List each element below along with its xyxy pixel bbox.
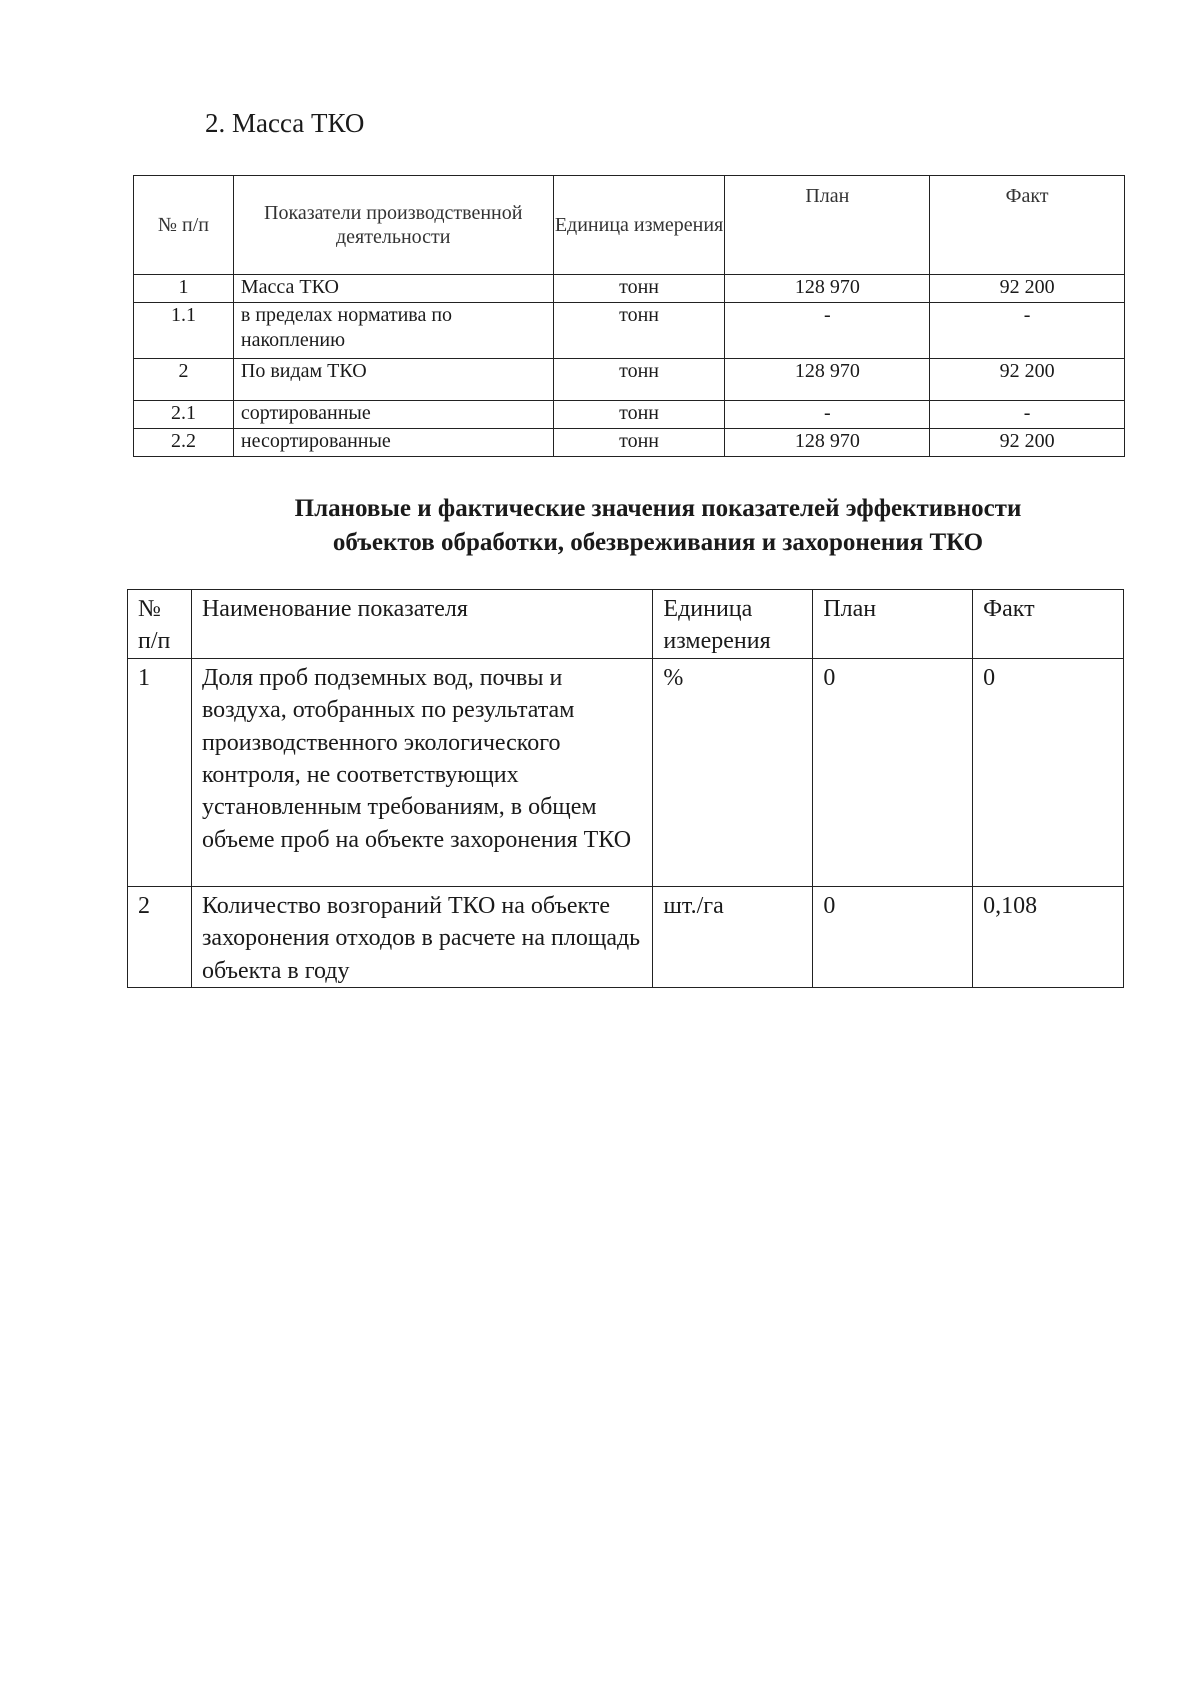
table-row xyxy=(134,303,1125,359)
row-plan: 128 970 xyxy=(725,359,930,401)
row-fact: 0 xyxy=(973,658,1124,886)
row-unit: % xyxy=(653,658,813,886)
header-unit: Единица измерения xyxy=(653,590,813,659)
row-num: 2.2 xyxy=(134,429,234,457)
row-unit: тонн xyxy=(553,303,725,359)
row-unit: тонн xyxy=(553,275,725,303)
row-unit: шт./га xyxy=(653,886,813,987)
row-unit: тонн xyxy=(553,359,725,401)
header-num: № п/п xyxy=(134,176,234,275)
table-header-row xyxy=(128,590,1124,659)
row-fact: 0,108 xyxy=(973,886,1124,987)
heading-line-1: Плановые и фактические значения показателей эффективности xyxy=(294,495,1022,522)
row-plan: 128 970 xyxy=(725,275,930,303)
row-num: 1 xyxy=(134,275,234,303)
table-row xyxy=(134,275,1125,303)
row-plan: 0 xyxy=(813,886,973,987)
table-row xyxy=(128,658,1124,886)
row-plan: 128 970 xyxy=(725,429,930,457)
header-fact: Факт xyxy=(930,176,1125,275)
header-unit: Единица измерения xyxy=(553,176,725,275)
header-plan: План xyxy=(725,176,930,275)
efficiency-table xyxy=(127,589,1124,988)
row-name: Доля проб подземных вод, почвы и воздуха, отобранных по результатам производственного экологического контроля, не соответствующих установленным требованиям, в общем объеме проб на объекте захоронения ТКО xyxy=(191,658,652,886)
row-plan: - xyxy=(725,401,930,429)
row-unit: тонн xyxy=(553,401,725,429)
row-name: Количество возгораний ТКО на объекте захоронения отходов в расчете на площадь объекта в году xyxy=(191,886,652,987)
header-indicator: Наименование показателя xyxy=(191,590,652,659)
row-num: 1.1 xyxy=(134,303,234,359)
table-header-row xyxy=(134,176,1125,275)
table-row xyxy=(134,401,1125,429)
row-fact: 92 200 xyxy=(930,429,1125,457)
mass-table xyxy=(133,175,1125,457)
row-name: По видам ТКО xyxy=(233,359,553,401)
efficiency-heading xyxy=(228,492,1088,559)
table-row xyxy=(128,886,1124,987)
row-fact: - xyxy=(930,401,1125,429)
row-plan: 0 xyxy=(813,658,973,886)
row-num: 1 xyxy=(128,658,192,886)
row-name: Масса ТКО xyxy=(233,275,553,303)
row-num: 2 xyxy=(134,359,234,401)
row-plan: - xyxy=(725,303,930,359)
row-num: 2 xyxy=(128,886,192,987)
row-fact: 92 200 xyxy=(930,275,1125,303)
row-fact: 92 200 xyxy=(930,359,1125,401)
table-row xyxy=(134,359,1125,401)
row-name: в пределах норматива по накоплению xyxy=(233,303,553,359)
row-unit: тонн xyxy=(553,429,725,457)
row-name: несортированные xyxy=(233,429,553,457)
row-fact: - xyxy=(930,303,1125,359)
section-title: 2. Масса ТКО xyxy=(205,108,365,138)
header-indicator: Показатели производственной деятельности xyxy=(233,176,553,275)
row-num: 2.1 xyxy=(134,401,234,429)
header-fact: Факт xyxy=(973,590,1124,659)
header-num: № п/п xyxy=(128,590,192,659)
heading-line-2: объектов обработки, обезвреживания и захоронения ТКО xyxy=(332,528,984,556)
header-plan: План xyxy=(813,590,973,659)
row-name: сортированные xyxy=(233,401,553,429)
table-row xyxy=(134,429,1125,457)
